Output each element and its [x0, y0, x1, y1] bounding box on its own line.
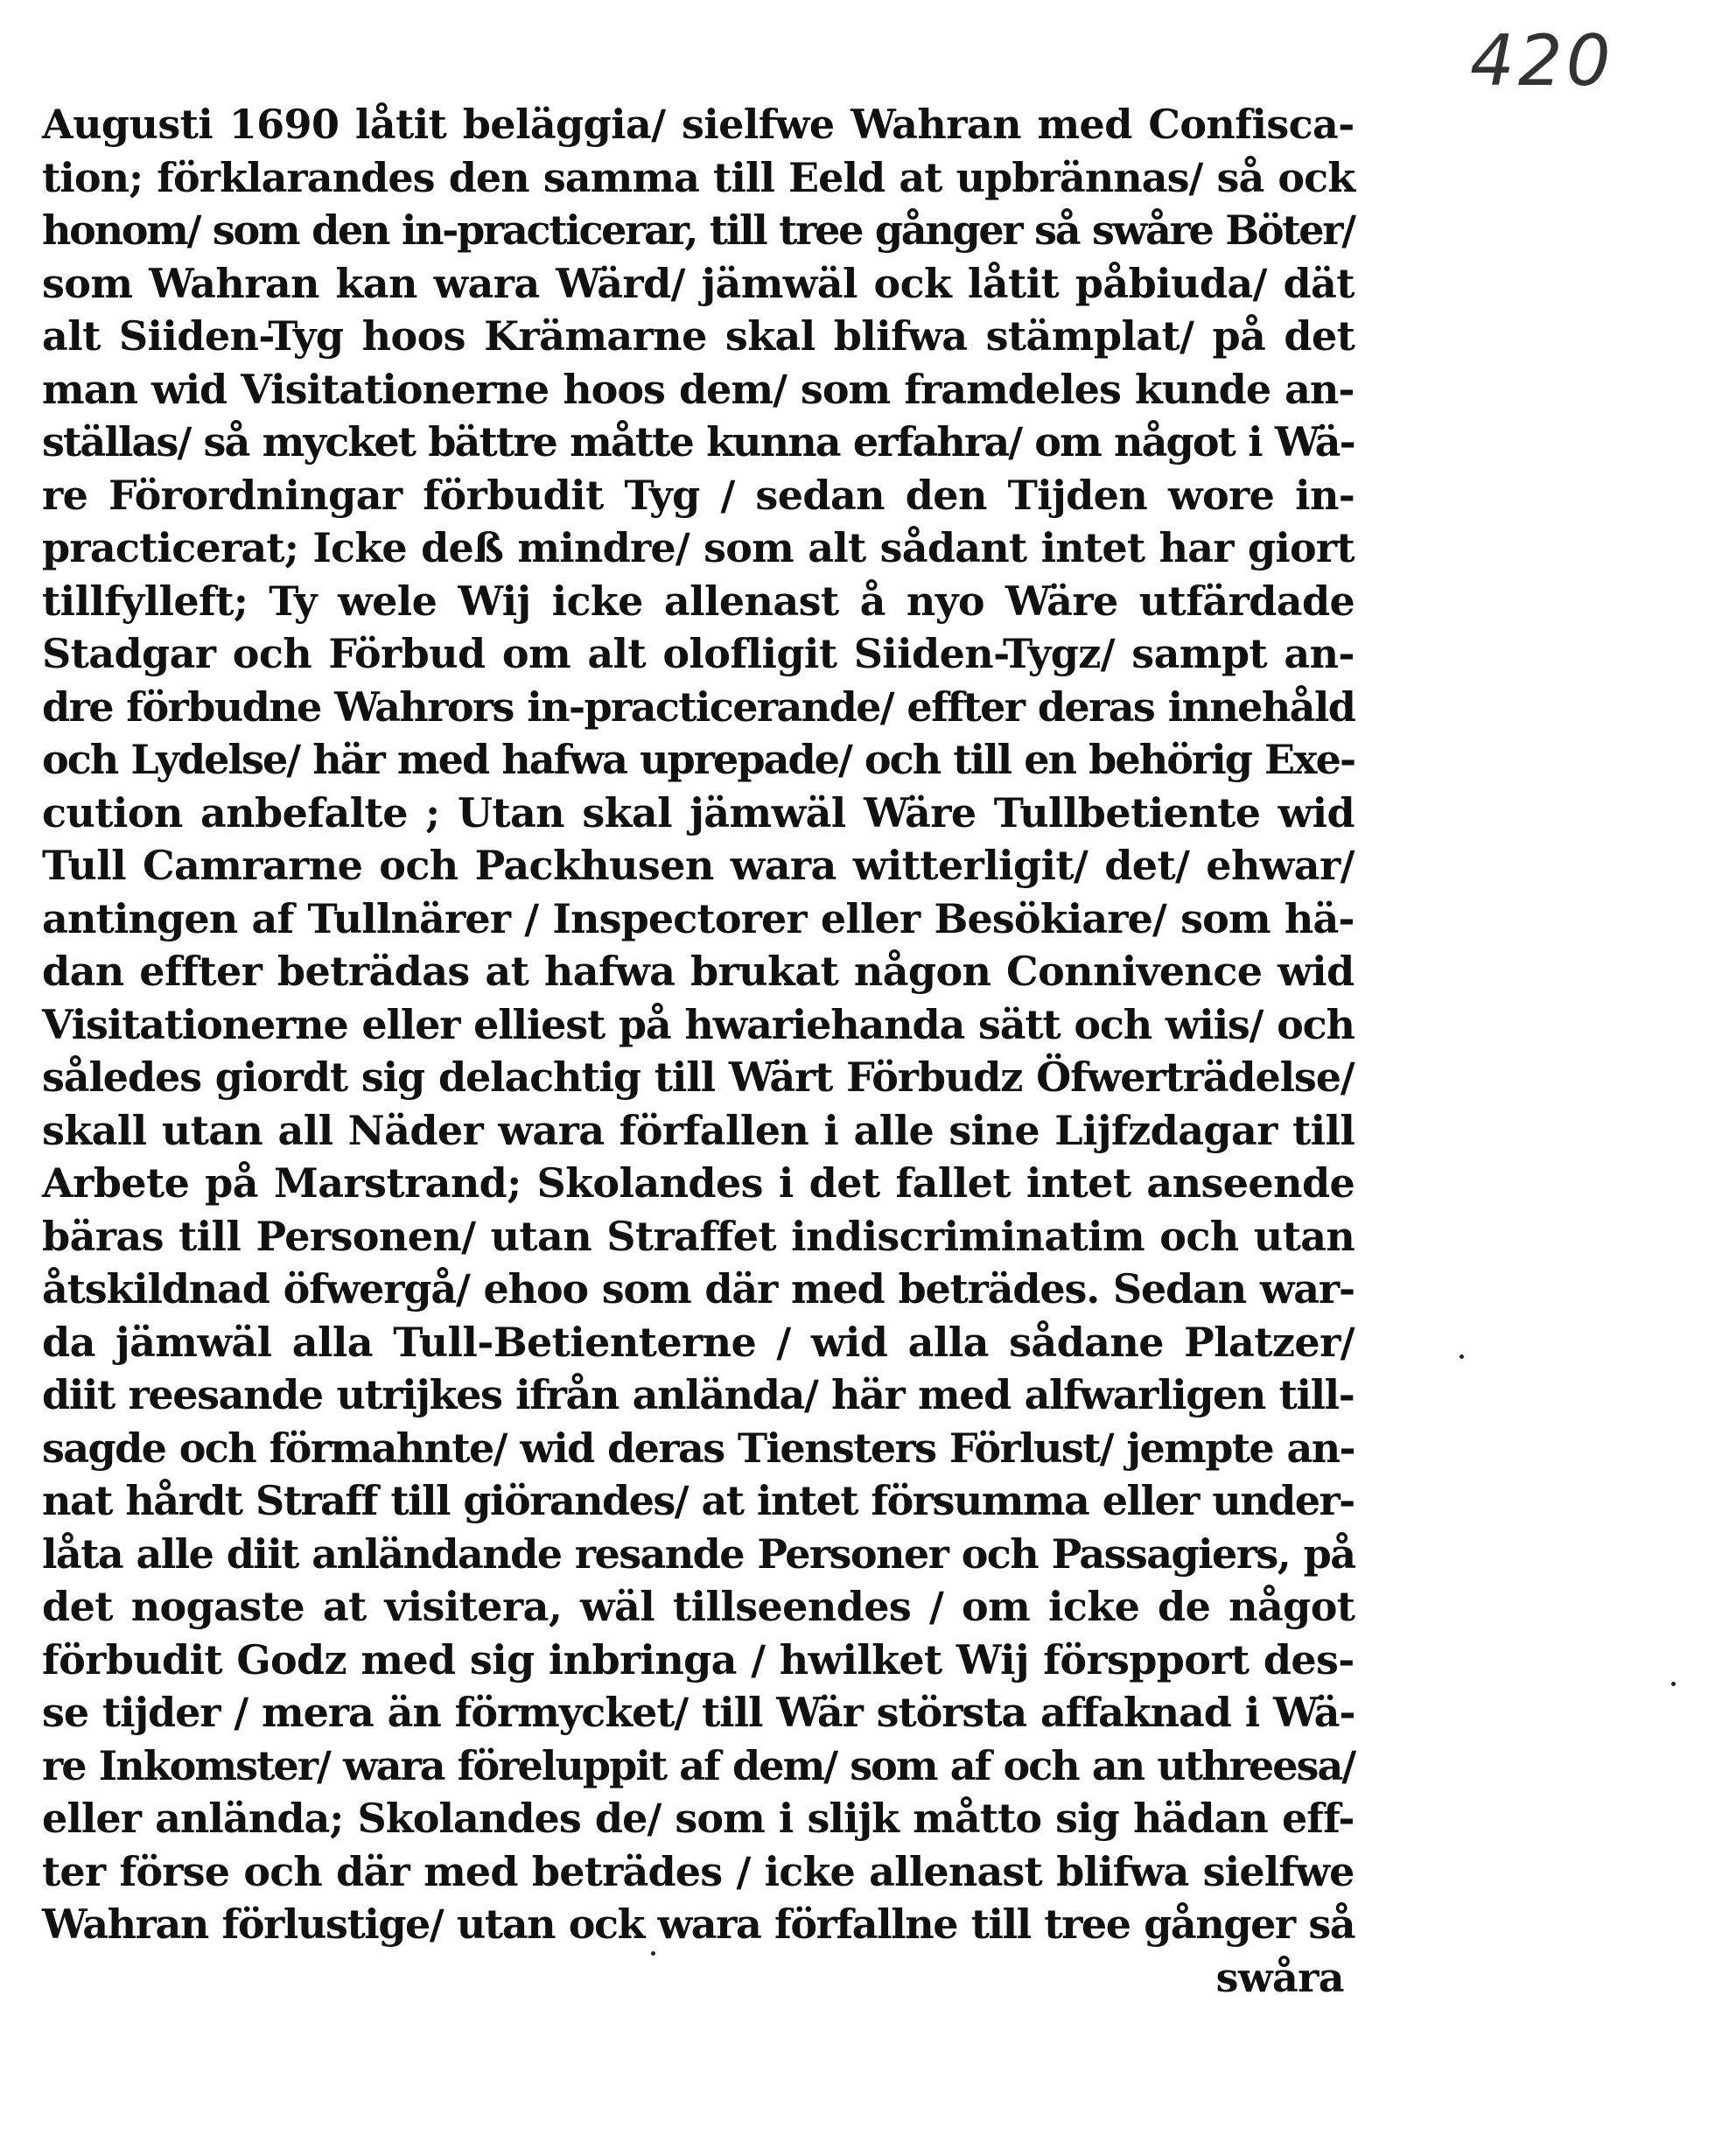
text-line: förbudit Godz med sig inbringa / hwilket Wij förspport des- [42, 1635, 1354, 1684]
text-line: låta alle diit anländande resande Personer och Passagiers, på [42, 1530, 1355, 1578]
page-number: 420 [1470, 20, 1614, 102]
text-line: alt Siiden-Tyg hoos Krämarne skal blifwa stämplat/ på det [42, 312, 1355, 360]
text-line: cution anbefalte ; Utan skal jämwäl Wäre Tullbetiente wid [42, 788, 1355, 836]
text-line: antingen af Tullnärer / Inspectorer eller Besökiare/ som hä- [42, 894, 1354, 942]
text-line: man wid Visitationerne hoos dem/ som framdeles kunde an- [42, 365, 1354, 413]
text-line: som Wahran kan wara Wärd/ jämwäl ock låtit påbiuda/ dät [42, 259, 1354, 307]
text-line: dre förbudne Wahrors in-practicerande/ effter deras innehåld [42, 682, 1355, 731]
text-line: Wahran förlustige/ utan ock wara förfallne till tree gånger så [42, 1900, 1355, 1948]
text-line: tillfylleft; Ty wele Wij icke allenast å nyo Wäre utfärdade [42, 577, 1355, 625]
text-line: re Förordningar förbudit Tyg / sedan den Tijden wore in- [42, 471, 1355, 519]
text-line: bäras till Personen/ utan Straffet indiscriminatim och utan [42, 1212, 1355, 1260]
text-line: Arbete på Marstrand; Skolandes i det fallet intet anseende [42, 1159, 1355, 1207]
text-line: dan effter beträdas at hafwa brukat någon Connivence wid [42, 948, 1354, 995]
text-line: ter förse och där med beträdes / icke allenast blifwa sielfwe [42, 1847, 1354, 1895]
scan-speck [1460, 1354, 1464, 1359]
scan-speck [651, 1951, 655, 1956]
text-line: det nogaste at visitera, wäl tillseendes / om icke de något [42, 1583, 1355, 1630]
text-line: och Lydelse/ här med hafwa uprepade/ och till en behörig Exe- [42, 736, 1355, 783]
text-line: tion; förklarandes den samma till Eeld at upbrännas/ så ock [42, 153, 1355, 201]
catchword: swåra [1215, 1953, 1344, 2001]
text-line: nat hårdt Straff till giörandes/ at intet försumma eller under- [42, 1477, 1354, 1524]
text-line: sagde och förmahnte/ wid deras Tiensters Förlust/ jempte an- [42, 1424, 1355, 1472]
text-line: Stadgar och Förbud om alt olofligit Siiden-Tygz/ sampt an- [42, 630, 1354, 677]
text-line: re Inkomster/ wara föreluppit af dem/ som af och an uthreesa/ [42, 1741, 1355, 1789]
text-line: Augusti 1690 låtit beläggia/ sielfwe Wahran med Confisca- [42, 101, 1354, 148]
text-line: diit reesande utrijkes ifrån anlända/ här med alfwarligen till- [42, 1371, 1354, 1418]
text-line: eller anlända; Skolandes de/ som i slijk måtto sig hädan eff- [42, 1795, 1354, 1842]
text-line: skall utan all Näder wara förfallen i alle sine Lijfzdagar till [42, 1106, 1355, 1154]
scan-speck [1671, 1682, 1676, 1686]
text-line: Tull Camrarne och Packhusen wara witterligit/ det/ ehwar/ [42, 842, 1354, 889]
text-line: ställas/ så mycket bättre måtte kunna erfahra/ om något i Wä- [42, 418, 1354, 466]
text-line: practicerat; Icke deß mindre/ som alt sådant intet har giort [42, 524, 1354, 571]
text-line: åtskildnad öfwergå/ ehoo som där med beträdes. Sedan war- [42, 1265, 1354, 1312]
text-line: således giordt sig delachtig till Wärt Förbudz Öfwerträdelse/ [42, 1054, 1354, 1101]
body-text [42, 98, 1354, 2004]
text-line: honom/ som den in-practicerar, till tree gånger så swåre Böter/ [42, 206, 1354, 254]
text-line: Visitationerne eller elliest på hwariehanda sätt och wiis/ och [42, 1000, 1354, 1048]
text-line: da jämwäl alla Tull-Betienterne / wid alla sådane Platzer/ [42, 1318, 1354, 1366]
text-line: se tijder / mera än förmycket/ till Wär största affaknad i Wä- [42, 1689, 1355, 1736]
